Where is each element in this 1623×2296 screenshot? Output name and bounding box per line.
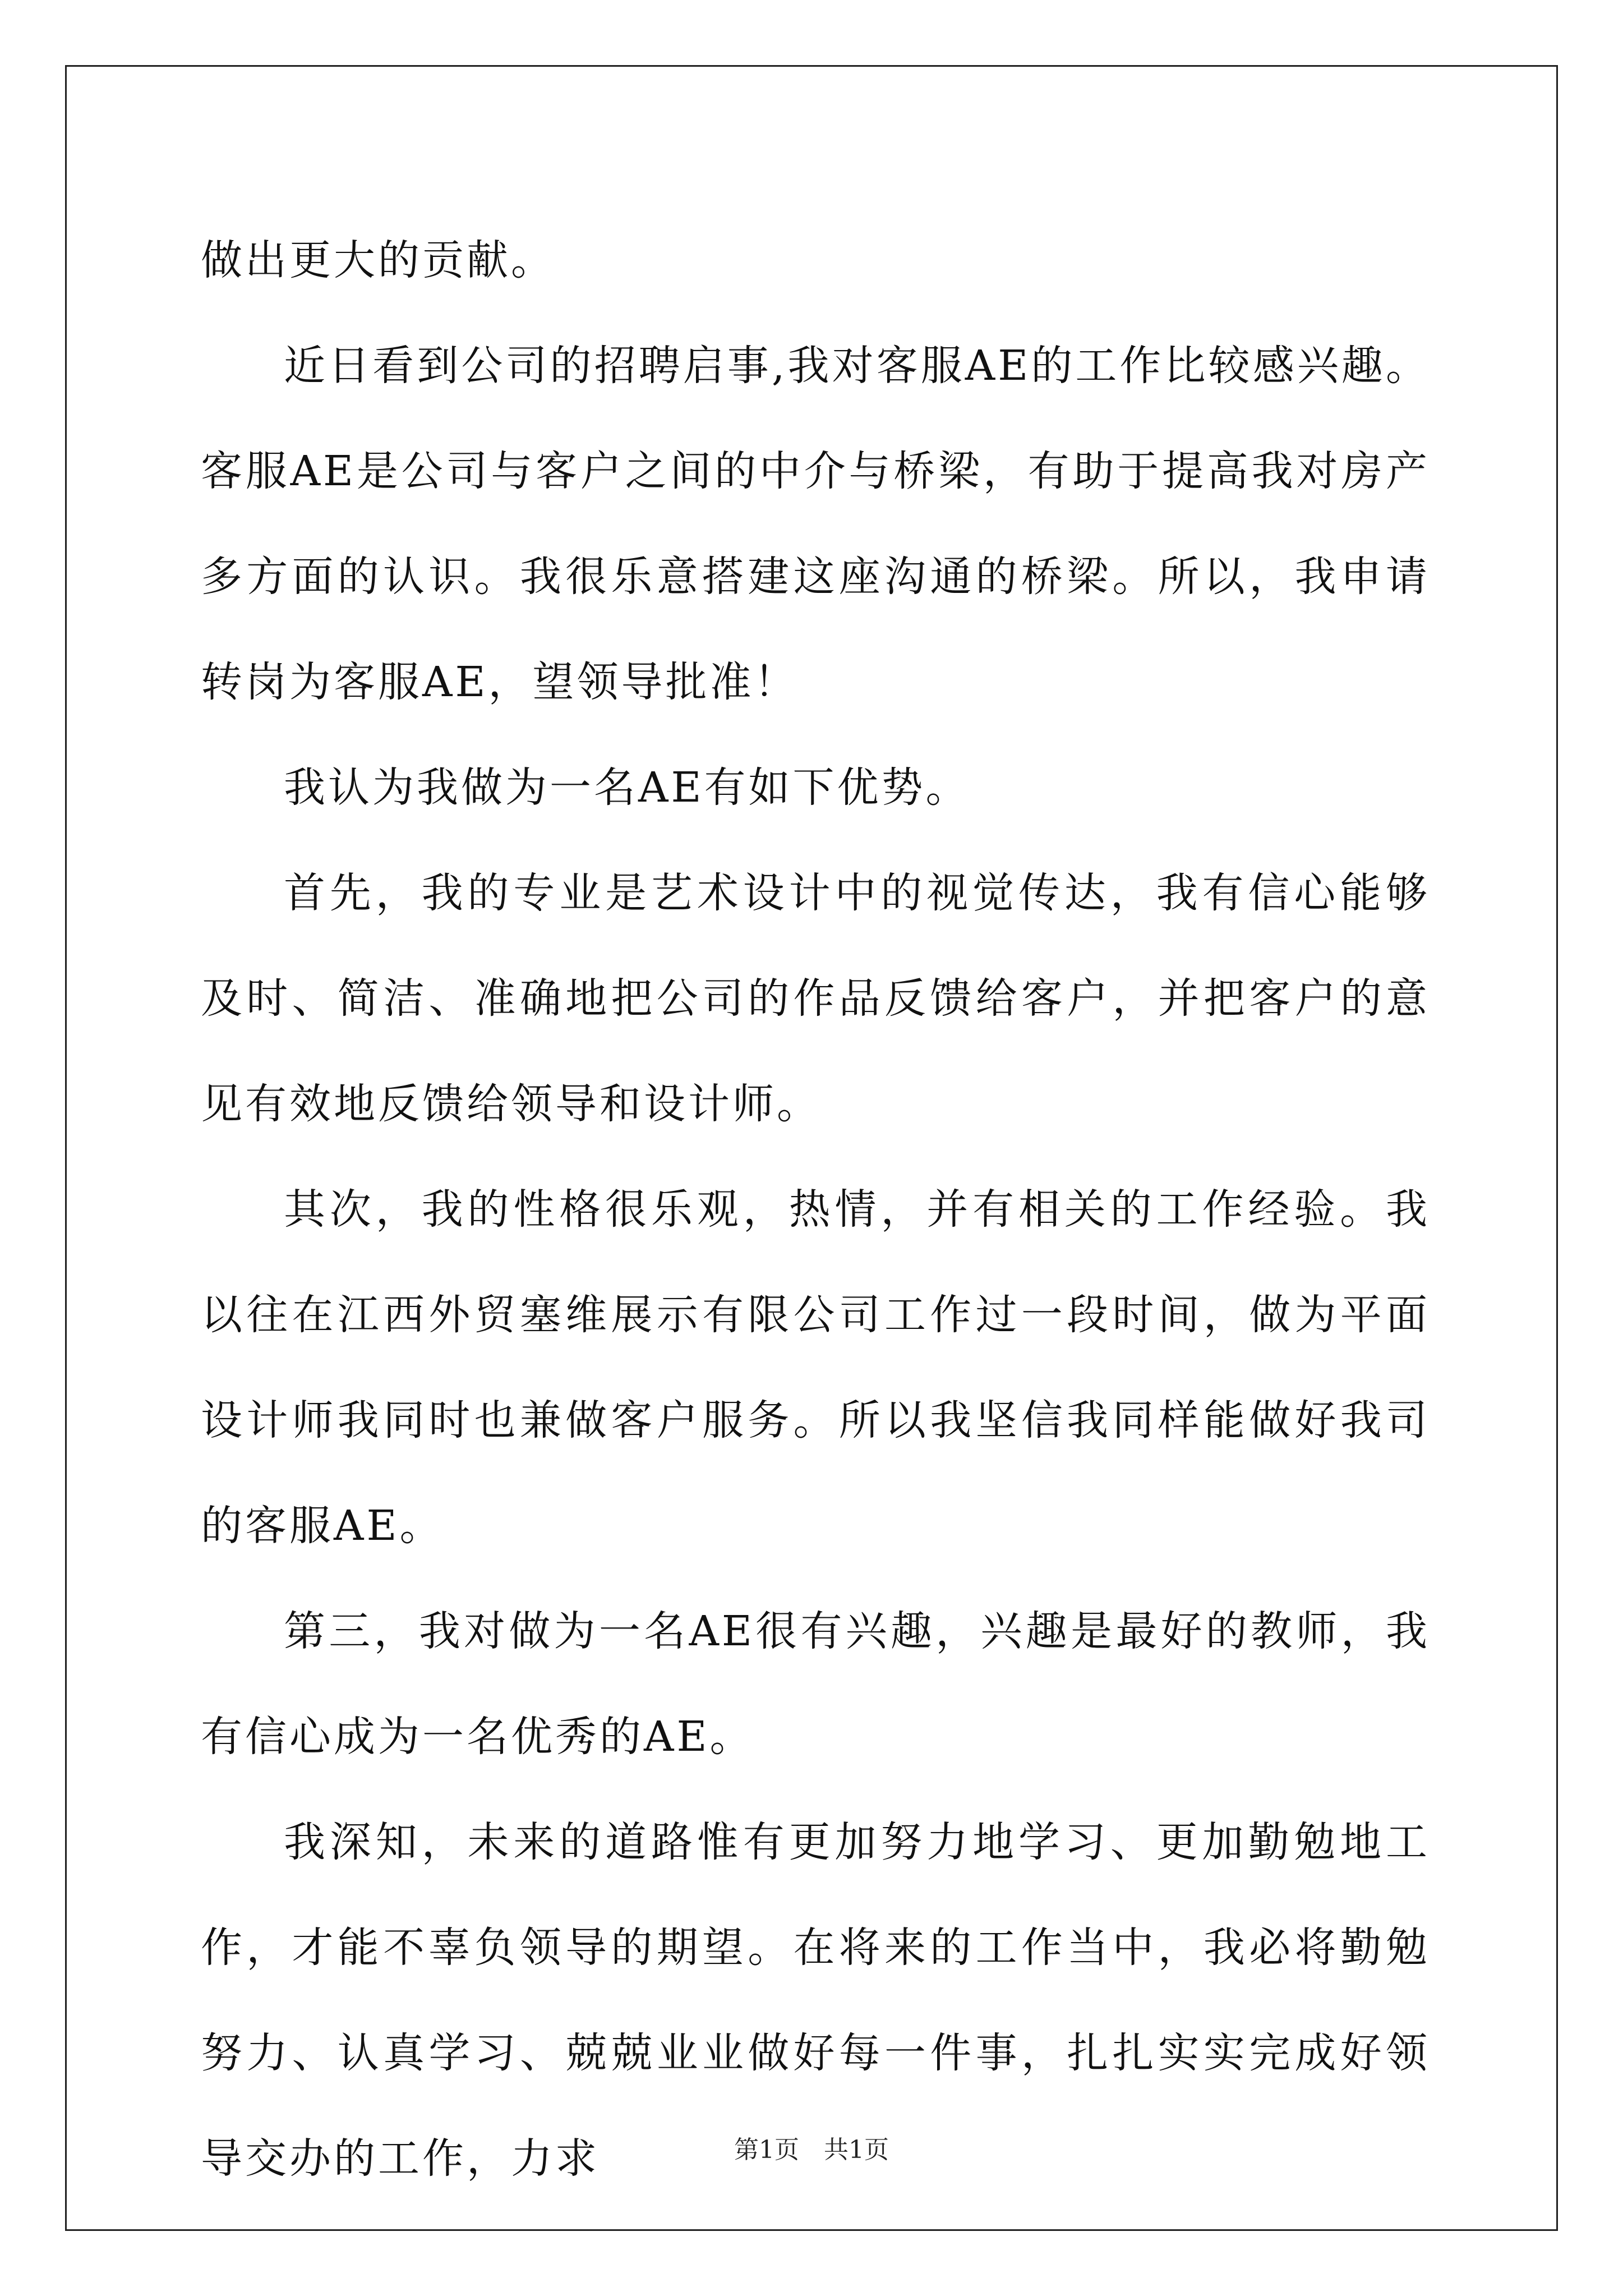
- document-body: [201, 208, 1430, 2211]
- paragraph-second-advantage: 其次，我的性格很乐观，热情，并有相关的工作经验。我以往在江西外贸塞维展示有限公司工作过一段时间，做为平面设计师我同时也兼做客户服务。所以我坚信我同样能做好我司的客服AE。: [201, 1185, 1430, 1550]
- paragraph-advantages-intro: 我认为我做为一名AE有如下优势。: [284, 763, 970, 812]
- page-footer: [0, 2134, 1623, 2166]
- paragraph-closing: 我深知，未来的道路惟有更加努力地学习、更加勤勉地工作，才能不辜负领导的期望。在将来的工作当中，我必将勤勉努力、认真学习、兢兢业业做好每一件事，扎扎实实完成好领导交办的工作，力求: [201, 1818, 1430, 2183]
- page-number: 第1页: [734, 2136, 799, 2164]
- paragraph-first-advantage: 首先，我的专业是艺术设计中的视觉传达，我有信心能够及时、简洁、准确地把公司的作品反馈给客户，并把客户的意见有效地反馈给领导和设计师。: [201, 869, 1430, 1128]
- paragraph-application: 近日看到公司的招聘启事,我对客服AE的工作比较感兴趣。客服AE是公司与客户之间的中介与桥梁，有助于提高我对房产多方面的认识。我很乐意搭建这座沟通的桥梁。所以，我申请转岗为客服AE，望领导批准！: [201, 342, 1430, 706]
- page-total: 共1页: [824, 2136, 889, 2164]
- paragraph-third-advantage: 第三，我对做为一名AE很有兴趣，兴趣是最好的教师，我有信心成为一名优秀的AE。: [201, 1607, 1430, 1761]
- paragraph-continuation: 做出更大的贡献。: [201, 236, 555, 284]
